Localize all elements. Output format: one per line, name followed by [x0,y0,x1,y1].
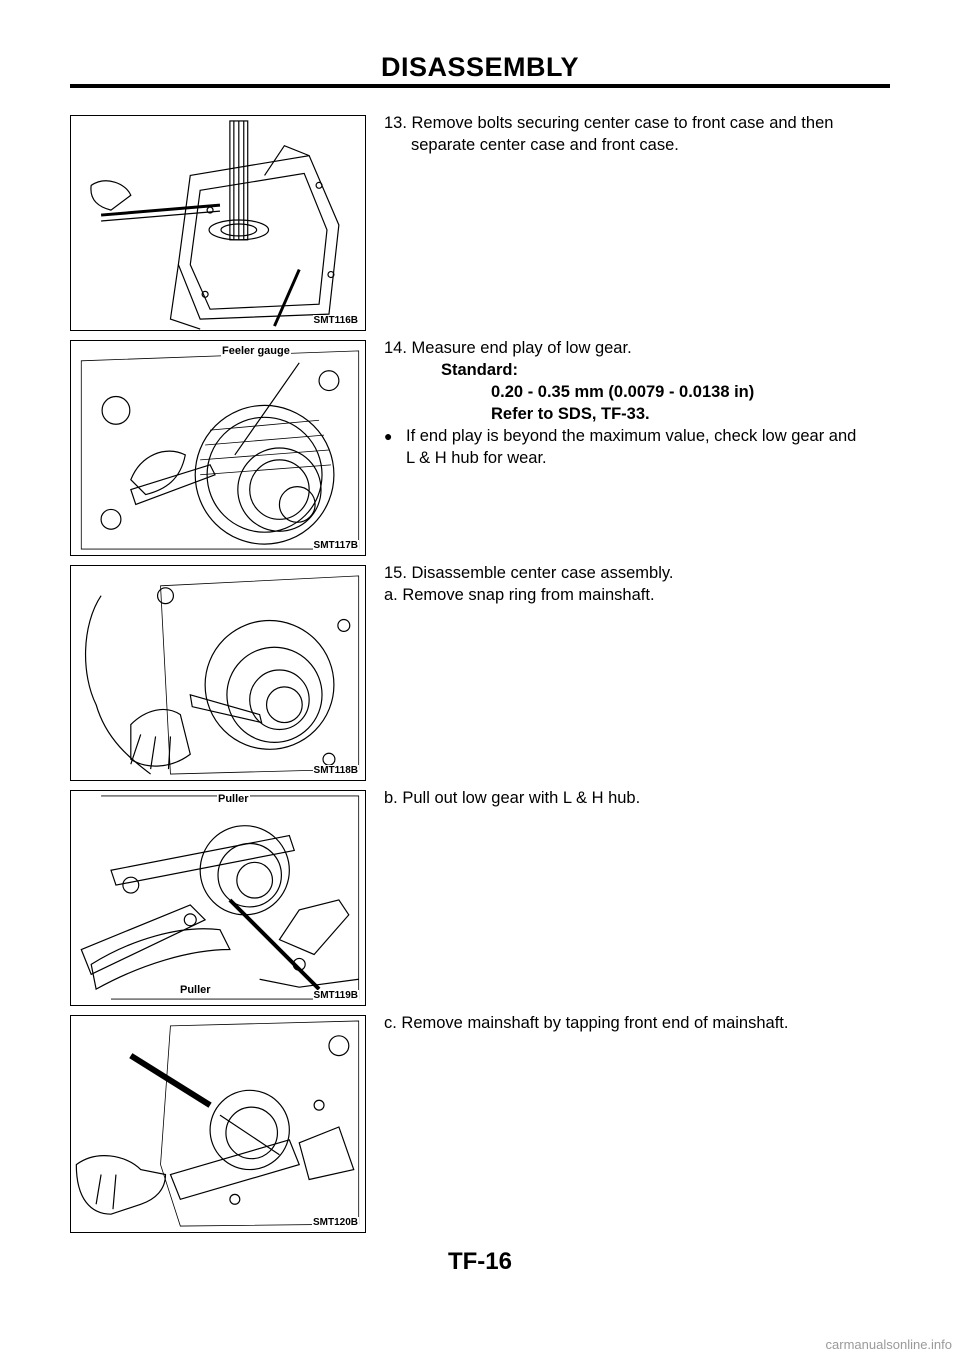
step-13-line2: separate center case and front case. [411,136,679,154]
figure-smt116b [70,115,366,331]
figure-illustration [71,341,365,555]
figure-illustration [71,1016,365,1232]
step-15b [384,787,890,809]
figure-label: SMT118B [313,765,358,776]
bullet-line2: L & H hub for wear. [406,449,547,467]
step-15-line-a: a. Remove snap ring from mainshaft. [384,586,655,604]
step-15-line1: 15. Disassemble center case assembly. [384,564,674,582]
bullet-line1: If end play is beyond the maximum value, check low gear and [406,427,857,445]
step-14 [384,337,890,469]
figure-smt120b [70,1015,366,1233]
figure-smt118b [70,565,366,781]
watermark: carmanualsonline.info [825,1337,952,1352]
figure-label: SMT119B [313,990,358,1001]
bullet-item [384,425,890,469]
page-title: DISASSEMBLY [380,52,580,82]
callout-puller-bottom: Puller [180,984,211,996]
step-13 [384,112,890,156]
bullet-text [406,425,856,469]
figure-smt119b [70,790,366,1006]
page-number: TF-16 [447,1248,512,1275]
standard-label: Standard: [441,361,519,379]
step-15b-line: b. Pull out low gear with L & H hub. [384,789,641,807]
step-15c-line: c. Remove mainshaft by tapping front end of mainshaft. [384,1014,789,1032]
bullet-icon: ● [384,428,393,444]
figure-illustration [71,791,365,1005]
figure-smt117b [70,340,366,556]
callout-puller-top: Puller [218,793,249,805]
callout-feeler-gauge: Feeler gauge [222,345,290,357]
figure-illustration [71,116,365,330]
sds-reference: Refer to SDS, TF-33. [491,405,650,423]
step-14-line1: 14. Measure end play of low gear. [384,339,632,357]
step-15 [384,562,890,606]
figure-label: SMT116B [313,315,358,326]
figure-label: SMT120B [312,1217,358,1228]
figure-label: SMT117B [313,540,358,551]
step-15c [384,1012,890,1034]
standard-value: 0.20 - 0.35 mm (0.0079 - 0.0138 in) [491,383,755,401]
figure-illustration [71,566,365,780]
header-divider [70,84,890,88]
step-13-line1: 13. Remove bolts securing center case to front case and then [384,114,834,132]
